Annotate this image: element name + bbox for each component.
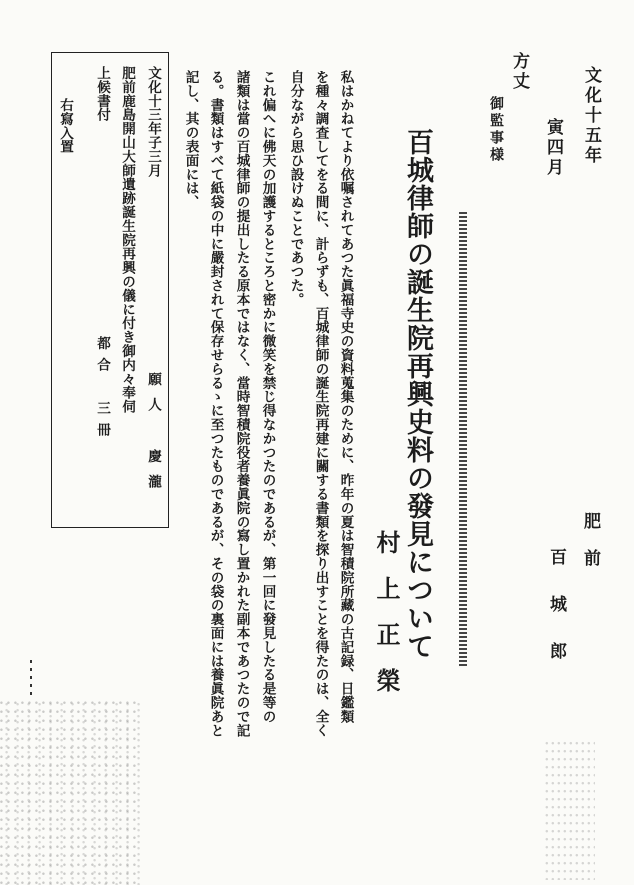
letter-sender-name: 百城郎 [546, 548, 566, 689]
scan-edge-mark [30, 660, 32, 700]
letter-date-year: 文化十五年 [581, 66, 601, 166]
envelope-date: 文化十三年子三月 [145, 66, 161, 178]
body-line-6: る。書類はすべて紙袋の中に嚴封されて保存せらるゝに至つたものであるが、その袋の裏面には養眞院あと [207, 70, 224, 738]
body-line-7: 記し、其の表面には、 [182, 70, 199, 209]
envelope-line-1: 肥前鹿島開山大師遺跡誕生院再興の儀に付き御内々奉伺 [119, 66, 135, 414]
body-line-2: を種々調査してをる間に、計らずも、百城律師の誕生院再建に關する書類を探り出すことを得たのは、全く [312, 70, 329, 738]
letter-sender-place: 肥前 [580, 512, 600, 586]
scan-noise-right [545, 740, 595, 880]
envelope-note: 右寫入置 [57, 98, 73, 154]
letter-addressee-name: 方丈 [509, 52, 529, 92]
section-divider [459, 212, 467, 667]
body-line-4: これ偏へに佛天の加護するところと密かに微笑を禁じ得なかつたのであるが、第一回に發見したる是等の [259, 70, 276, 724]
envelope-line-2: 上候書付 [94, 66, 110, 122]
article-author: 村上正榮 [372, 530, 401, 714]
article-title: 百城律師の誕生院再興史料の發見について [402, 128, 433, 660]
body-line-5: 諸類は當の百城律師の提出したる原本ではなく、當時智積院役者養眞院の寫し置かれた副本であつたので記 [233, 70, 250, 738]
envelope-total: 都合 三冊 [94, 336, 110, 444]
letter-date-month: 寅四月 [543, 118, 563, 178]
letter-addressee-sub: 御監事様 [488, 96, 504, 164]
scan-noise-left [0, 700, 140, 885]
body-line-3: 自分ながら思ひ設けぬことであつた。 [287, 70, 304, 307]
body-line-1: 私はかねてより依嘱されてあつた眞福寺史の資料蒐集のために、昨年の夏は智積院所藏の古記録、日鑑類 [337, 70, 354, 724]
envelope-applicant: 願人 慶瀧 [145, 372, 161, 500]
